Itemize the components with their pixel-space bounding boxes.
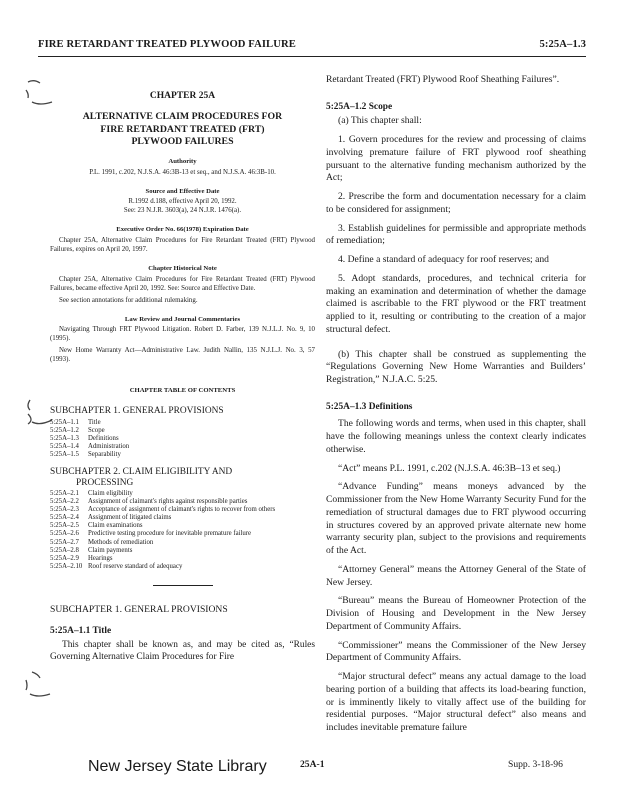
scope-item-4: 4. Define a standard of adequacy for roof reserves; and bbox=[338, 254, 549, 265]
chapter-title-line-3: PLYWOOD FAILURES bbox=[131, 135, 234, 147]
toc-item bbox=[50, 419, 129, 427]
title-continued-text: Retardant Treated (FRT) Plywood Roof Sheathing Failures”. bbox=[326, 74, 560, 85]
law-review-heading: Law Review and Journal Commentaries bbox=[124, 315, 241, 323]
toc-item-title: Assignment of litigated claims bbox=[88, 514, 172, 522]
toc-item bbox=[50, 514, 275, 522]
toc-item-number: 5:25A–2.2 bbox=[50, 498, 79, 506]
toc-item bbox=[50, 435, 129, 443]
history-see-note: See section annotations for additional rulemaking. bbox=[59, 296, 198, 304]
toc-item-number: 5:25A–2.6 bbox=[50, 530, 79, 538]
scope-intro: (a) This chapter shall: bbox=[338, 115, 422, 127]
toc-item-title: Methods of remediation bbox=[88, 538, 154, 546]
toc-item bbox=[50, 547, 275, 555]
source-heading: Source and Effective Date bbox=[145, 187, 220, 195]
toc-item-number: 5:25A–1.3 bbox=[50, 434, 79, 442]
toc-item bbox=[50, 490, 275, 498]
right-column bbox=[326, 74, 586, 735]
toc-item-title: Claim payments bbox=[88, 546, 133, 554]
running-header-title: FIRE RETARDANT TREATED PLYWOOD FAILURE bbox=[38, 39, 296, 50]
running-header bbox=[38, 39, 586, 53]
page-number: 25A-1 bbox=[300, 759, 325, 770]
toc-subchapter-2-title-line-2: PROCESSING bbox=[76, 477, 134, 488]
scope-item-1: 1. Govern procedures for the review and processing of claims involving premature failure of FRT plywood roof sheathing pursuant to the alternative funding mechanism authorized by the Act; bbox=[326, 134, 586, 184]
exec-order-heading: Executive Order No. 66(1978) Expiration Date bbox=[116, 226, 249, 234]
definition-attorney-general: “Attorney General” means the Attorney General of the State of New Jersey. bbox=[326, 563, 586, 588]
toc-item-title: Predictive testing procedure for inevitable premature failure bbox=[88, 530, 252, 538]
history-text: Chapter 25A, Alternative Claim Procedures for Fire Retardant Treated (FRT) Plywood Failures, became effective April 20, 1992. See: Source and Effective Date. bbox=[50, 275, 315, 292]
toc-subchapter-2-title bbox=[50, 467, 315, 489]
toc-item bbox=[50, 443, 129, 451]
toc-subchapter-1-title: SUBCHAPTER 1. GENERAL PROVISIONS bbox=[50, 405, 224, 416]
toc-item bbox=[50, 498, 275, 506]
toc-item-title: Title bbox=[88, 418, 101, 426]
toc-item-title: Scope bbox=[88, 426, 105, 434]
toc-item-number: 5:25A–2.3 bbox=[50, 506, 79, 514]
running-header-section: 5:25A–1.3 bbox=[539, 39, 586, 50]
toc-item-title: Claim eligibility bbox=[88, 490, 133, 498]
toc-item-title: Definitions bbox=[88, 434, 119, 442]
header-rule bbox=[38, 56, 586, 57]
toc-item-number: 5:25A–1.4 bbox=[50, 442, 79, 450]
toc-item-number: 5:25A–2.10 bbox=[50, 562, 83, 570]
toc-item-title: Acceptance of assignment of claimant's rights to recover from others bbox=[88, 506, 276, 514]
toc-subchapter-2-title-line-1: SUBCHAPTER 2. CLAIM ELIGIBILITY AND bbox=[50, 466, 233, 477]
toc-item-title: Assignment of claimant's rights against responsible parties bbox=[88, 498, 248, 506]
library-stamp: New Jersey State Library bbox=[88, 758, 267, 775]
source-line-2: See: 23 N.J.R. 3603(a), 24 N.J.R. 1476(a). bbox=[123, 207, 242, 215]
supplement-date: Supp. 3-18-96 bbox=[508, 759, 563, 770]
section-1-1-heading: 5:25A–1.1 Title bbox=[50, 626, 112, 637]
definition-advance-funding: “Advance Funding” means moneys advanced by the Commissioner from the New Home Warranty Security Fund for the remediation of structural damages due to FRT plywood occurring in structures covered by an approved private alternate new home warranty security plan, subject to the provisions and requirements of the Act. bbox=[326, 481, 586, 556]
scope-b: (b) This chapter shall be construed as supplementing the “Regulations Governing New Home Warranties and Builders’ Registration,” N.J.A.C. 5:25. bbox=[326, 348, 586, 385]
law-review-item-1: Navigating Through FRT Plywood Litigation. Robert D. Farber, 139 N.J.L.J. No. 9, 10 (1995). bbox=[50, 326, 315, 343]
definition-commissioner: “Commissioner” means the Commissioner of the New Jersey Department of Community Affairs. bbox=[326, 639, 586, 664]
toc-item-number: 5:25A–2.7 bbox=[50, 538, 79, 546]
law-review-item-2: New Home Warranty Act—Administrative Law. Judith Nallin, 135 N.J.L.J. No. 3, 57 (1993). bbox=[50, 347, 315, 364]
toc-item-title: Separability bbox=[88, 450, 121, 458]
chapter-title-line-1: ALTERNATIVE CLAIM PROCEDURES FOR bbox=[82, 111, 283, 123]
section-1-1-text: This chapter shall be known as, and may be cited as, “Rules Governing Alternative Claim Procedures for Fire bbox=[50, 640, 315, 663]
toc-item-number: 5:25A–2.5 bbox=[50, 522, 79, 530]
toc-item bbox=[50, 427, 129, 435]
toc-item-title: Roof reserve standard of adequacy bbox=[88, 562, 183, 570]
toc-item-title: Hearings bbox=[88, 554, 113, 562]
chapter-title bbox=[50, 111, 315, 148]
section-1-2-heading: 5:25A–1.2 Scope bbox=[326, 101, 393, 112]
source-line-1: R.1992 d.188, effective April 20, 1992. bbox=[128, 198, 237, 206]
toc-heading: CHAPTER TABLE OF CONTENTS bbox=[129, 387, 236, 395]
history-heading: Chapter Historical Note bbox=[148, 265, 217, 272]
body-subchapter-title: SUBCHAPTER 1. GENERAL PROVISIONS bbox=[50, 603, 228, 615]
toc-item-title: Administration bbox=[88, 442, 130, 450]
toc-item-number: 5:25A–1.1 bbox=[50, 418, 79, 426]
left-column bbox=[50, 74, 315, 664]
toc-subchapter-1-list bbox=[50, 419, 129, 459]
scope-item-3: 3. Establish guidelines for permissible and appropriate methods of remediation; bbox=[326, 222, 586, 247]
toc-item-number: 5:25A–2.1 bbox=[50, 490, 79, 498]
toc-item bbox=[50, 555, 275, 563]
toc-item bbox=[50, 563, 275, 571]
exec-order-text: Chapter 25A, Alternative Claim Procedures for Fire Retardant Treated (FRT) Plywood Failures, expires on April 20, 1997. bbox=[50, 237, 315, 254]
chapter-heading: CHAPTER 25A bbox=[149, 91, 216, 101]
definitions-intro: The following words and terms, when used in this chapter, shall have the following meanings unless the context clearly indicates otherwise. bbox=[326, 418, 586, 455]
toc-item-number: 5:25A–2.9 bbox=[50, 554, 79, 562]
section-divider bbox=[153, 585, 213, 586]
scope-item-2: 2. Prescribe the form and documentation necessary for a claim to be considered for assignment; bbox=[326, 191, 586, 215]
authority-heading: Authority bbox=[168, 158, 197, 166]
toc-item bbox=[50, 451, 129, 459]
toc-item-number: 5:25A–2.4 bbox=[50, 514, 79, 522]
definition-bureau: “Bureau” means the Bureau of Homeowner Protection of the Division of Housing and Development in the New Jersey Department of Community Affairs. bbox=[326, 595, 586, 632]
definition-act: “Act” means P.L. 1991, c.202 (N.J.S.A. 46:3B–13 et seq.) bbox=[338, 462, 561, 474]
authority-text: P.L. 1991, c.202, N.J.S.A. 46:3B-13 et seq., and N.J.S.A. 46:3B-10. bbox=[89, 168, 276, 176]
toc-subchapter-2-list bbox=[50, 490, 275, 570]
toc-item-number: 5:25A–1.2 bbox=[50, 426, 79, 434]
toc-item bbox=[50, 522, 275, 530]
toc-item-title: Claim examinations bbox=[88, 522, 143, 530]
definition-major-structural-defect: “Major structural defect” means any actual damage to the load bearing portion of a building that affects its load-bearing function, or is imminently likely to vitally affect use of the building for residential purposes. “Major structural defect” also means and includes inevitable premature failure bbox=[326, 671, 586, 733]
toc-item-number: 5:25A–1.5 bbox=[50, 450, 79, 458]
toc-item bbox=[50, 539, 275, 547]
margin-scribble-3 bbox=[22, 670, 56, 700]
scope-item-5: 5. Adopt standards, procedures, and technical criteria for making an examination and determination of whether the damage claimed is ascribable to the FRT plywood or the FRT treatment applied to it, resulting or contributing to the creation of a major structural defect. bbox=[326, 272, 586, 335]
toc-item bbox=[50, 530, 275, 538]
chapter-title-line-2: FIRE RETARDANT TREATED (FRT) bbox=[100, 123, 265, 135]
toc-item bbox=[50, 506, 275, 514]
toc-item-number: 5:25A–2.8 bbox=[50, 546, 79, 554]
section-1-3-heading: 5:25A–1.3 Definitions bbox=[326, 401, 413, 412]
